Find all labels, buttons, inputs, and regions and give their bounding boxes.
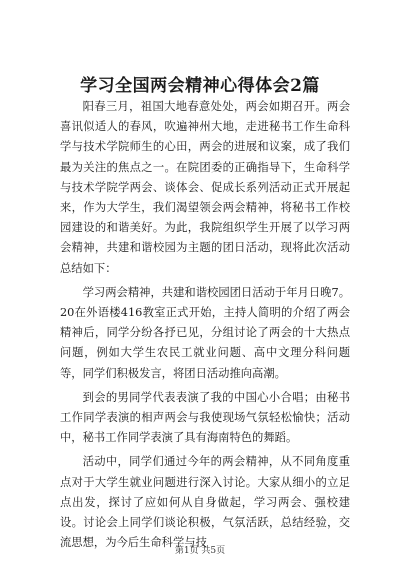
- document-title: 学习全国两会精神心得体会2篇: [80, 76, 320, 96]
- page-number-footer: 第1页 共5页: [174, 546, 226, 556]
- paragraph: 学习两会精神，共建和谐校园团日活动于年月日晚7。20在外语楼416教室正式开始，主持人简明的介绍了两会精神后，同学分纷各抒已见，分组讨论了两会的十大热点问题，例如大学生农民工就业问题、高中文理分科问题等，同学们积极发言，将团日活动推向高潮。: [60, 285, 350, 380]
- paragraph: 活动中，同学们通过今年的两会精神，从不同角度重点对于大学生就业问题进行深入讨论。大家从细小的立足点出发，探讨了应如何从自身做起，学习两会、强校建设。讨论会上同学们谈论积极，气氛活跃，总结经验，交流思想，为今后生命科学与技: [60, 455, 350, 550]
- paragraph: 到会的男同学代表表演了我的中国心小合唱；由秘书工作同学表演的相声两会与我使现场气氛轻松愉快；活动中，秘书工作同学表演了具有海南特色的舞蹈。: [60, 390, 350, 445]
- paragraph: 阳春三月，祖国大地春意处处，两会如期召开。两会喜讯似适人的春风，吹遍神州大地，走进秘书工作生命科学与技术学院师生的心田，两会的进展和议案，成了我们最为关注的焦点之一。在院团委的正确指导下，生命科学与技术学院学两会、谈体会、促成长系列活动正式开展起来，作为大学生，我们渴望领会两会精神，将秘书工作校园建设的和谐美好。为此，我院组织学生开展了以学习两会精神，共建和谐校园为主题的团日活动，现将此次活动总结如下：: [60, 100, 350, 275]
- document-body: [60, 97, 350, 553]
